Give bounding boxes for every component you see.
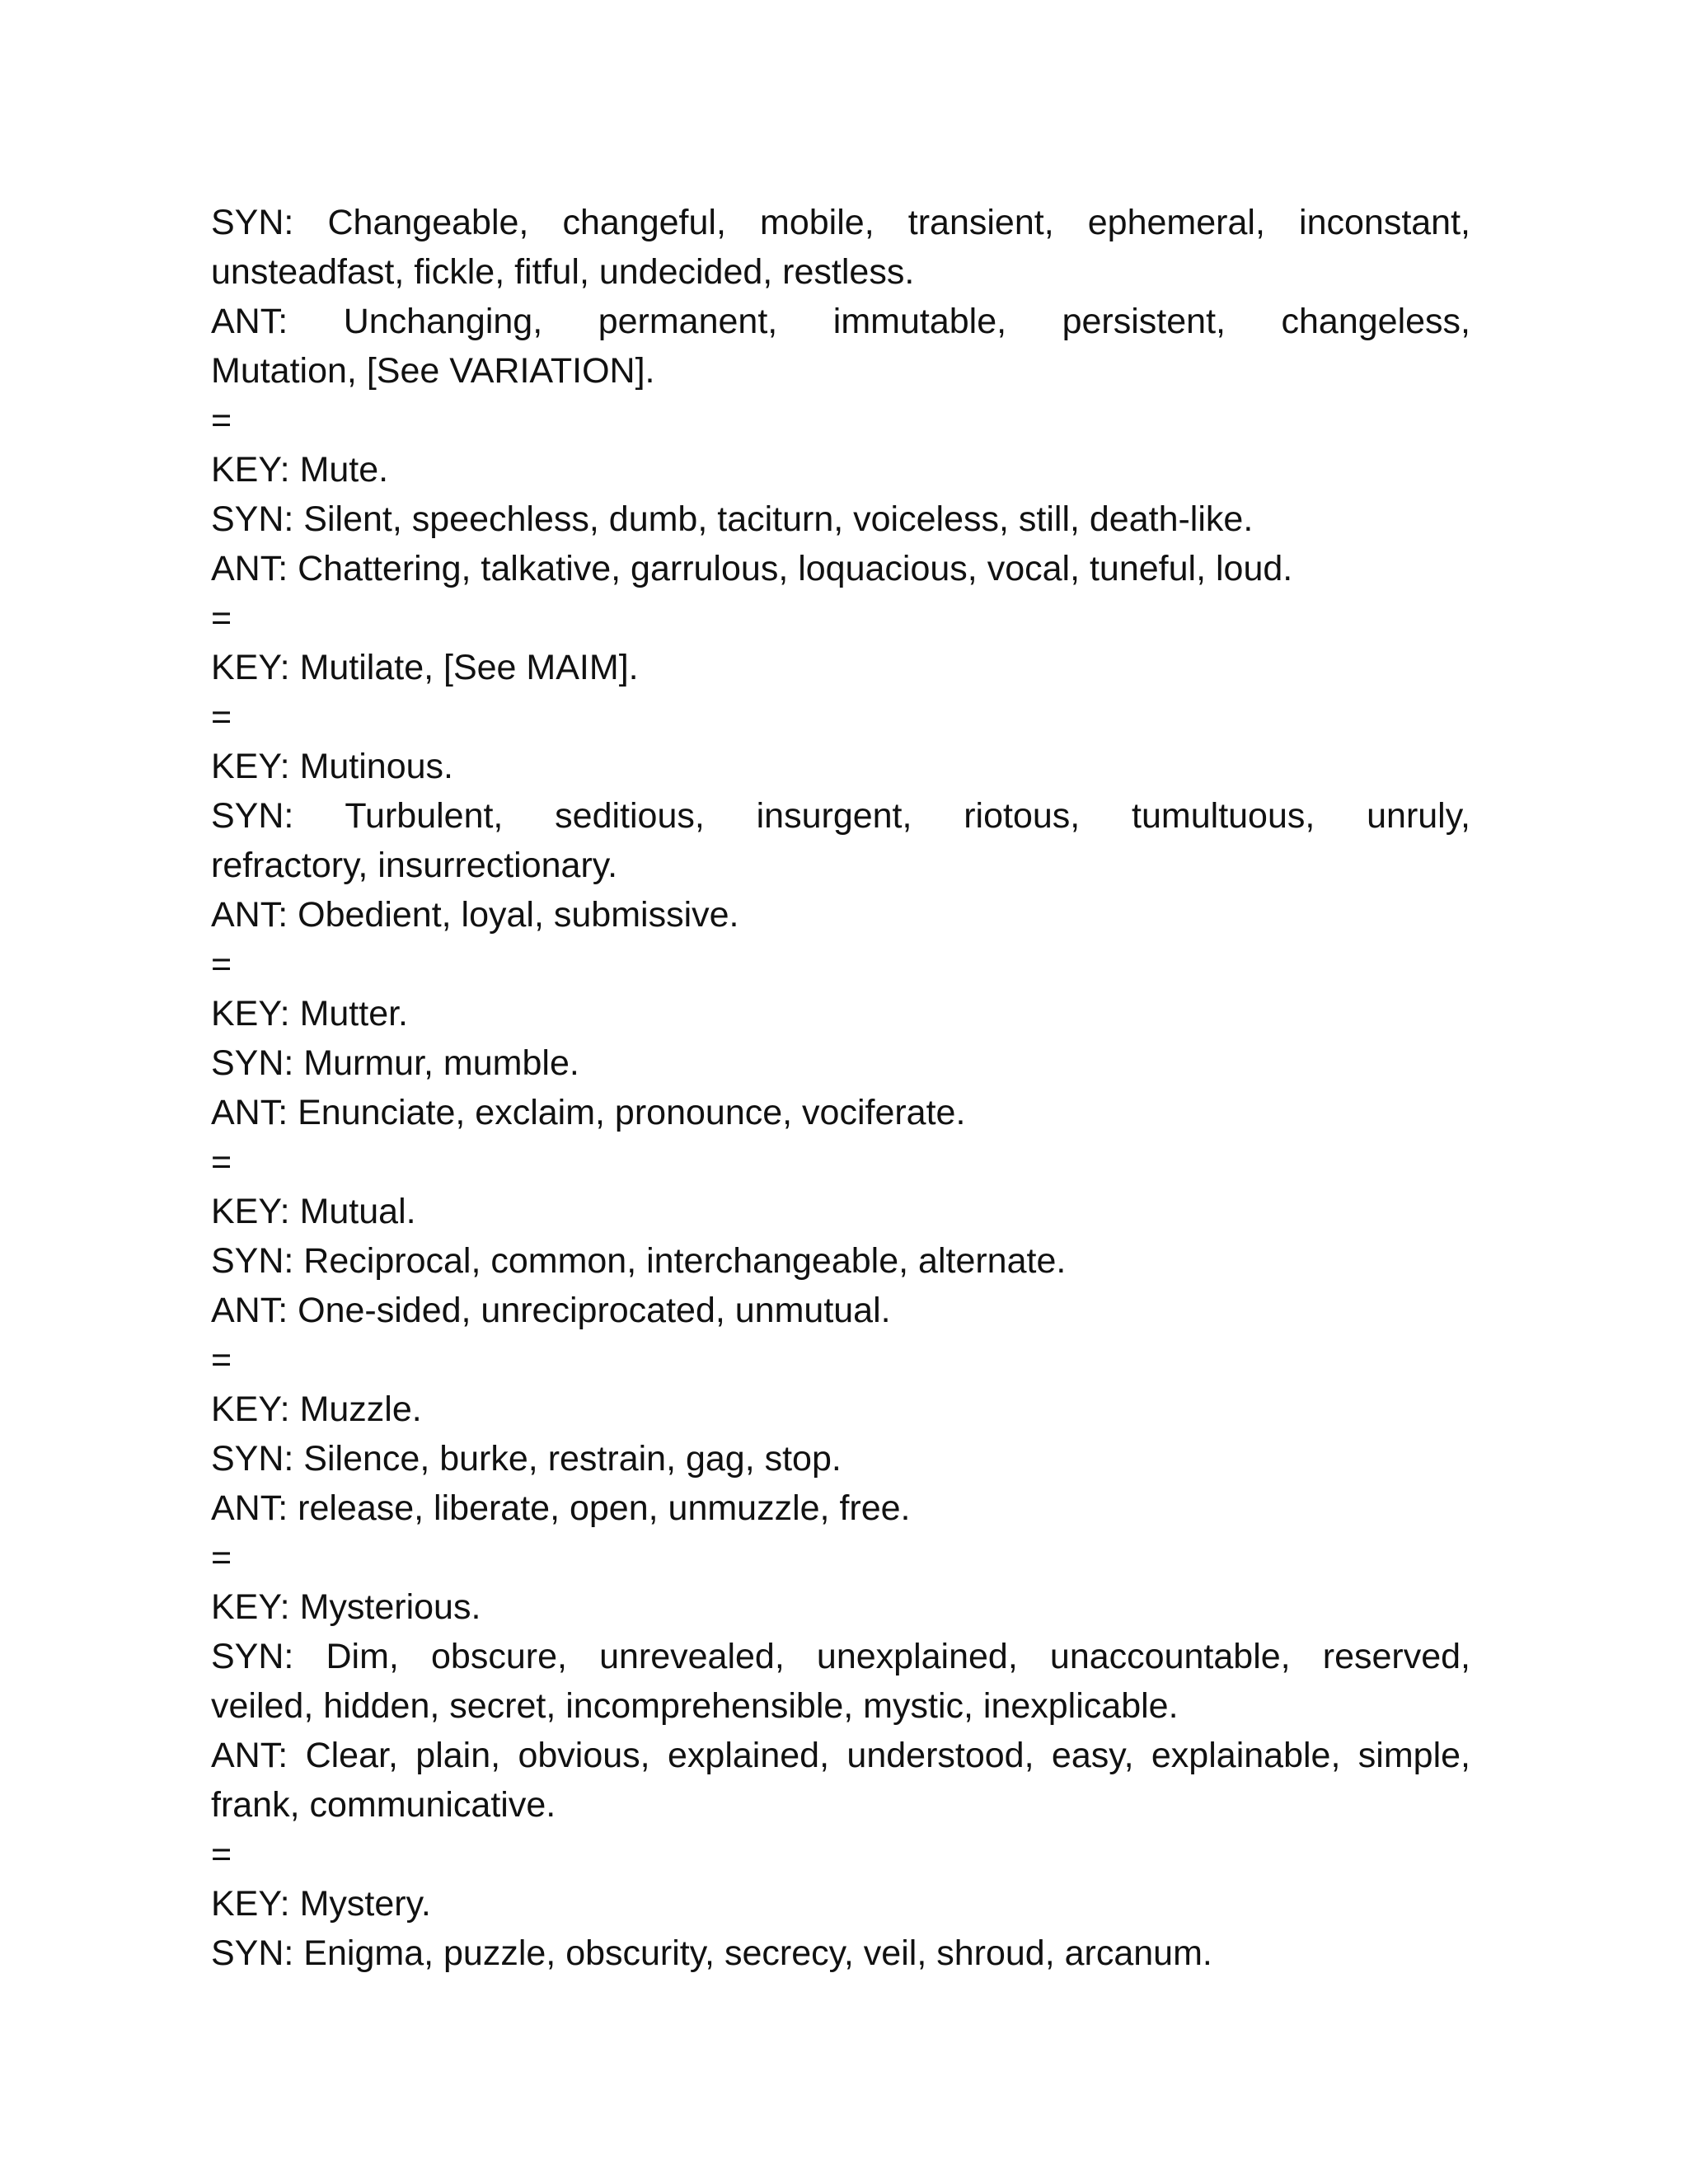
key-entry-line: KEY: Mute. xyxy=(211,450,389,490)
entry-separator: = xyxy=(211,401,232,440)
entry-separator: = xyxy=(211,1538,232,1577)
key-entry-line: KEY: Mutinous. xyxy=(211,747,453,786)
entry-separator: = xyxy=(211,697,232,737)
synonym-line: SYN: Reciprocal, common, interchangeable, alternate. xyxy=(211,1241,1067,1281)
synonym-line: SYN: Silent, speechless, dumb, taciturn, voiceless, still, death-like. xyxy=(211,499,1254,539)
antonym-line: ANT: Clear, plain, obvious, explained, understood, easy, explainable, simple, xyxy=(211,1736,1470,1775)
text-line: frank, communicative. xyxy=(211,1785,556,1825)
antonym-line: ANT: Obedient, loyal, submissive. xyxy=(211,895,739,935)
entry-separator: = xyxy=(211,944,232,984)
synonym-line: SYN: Murmur, mumble. xyxy=(211,1043,579,1083)
text-line: Mutation, [See VARIATION]. xyxy=(211,351,655,391)
key-entry-line: KEY: Mysterious. xyxy=(211,1587,481,1627)
synonym-line: SYN: Enigma, puzzle, obscurity, secrecy, veil, shroud, arcanum. xyxy=(211,1933,1212,1973)
key-entry-line: KEY: Mutter. xyxy=(211,994,408,1033)
synonym-line: SYN: Changeable, changeful, mobile, transient, ephemeral, inconstant, xyxy=(211,203,1470,242)
antonym-line: ANT: release, liberate, open, unmuzzle, free. xyxy=(211,1488,911,1528)
antonym-line: ANT: Chattering, talkative, garrulous, loquacious, vocal, tuneful, loud. xyxy=(211,549,1293,588)
synonym-line: SYN: Dim, obscure, unrevealed, unexplained, unaccountable, reserved, xyxy=(211,1637,1470,1676)
text-line: veiled, hidden, secret, incomprehensible, mystic, inexplicable. xyxy=(211,1686,1179,1726)
antonym-line: ANT: Enunciate, exclaim, pronounce, vociferate. xyxy=(211,1093,966,1132)
document-page xyxy=(211,198,1470,1978)
key-entry-line: KEY: Mutilate, [See MAIM]. xyxy=(211,648,639,687)
key-entry-line: KEY: Muzzle. xyxy=(211,1390,422,1429)
key-entry-line: KEY: Mystery. xyxy=(211,1884,431,1924)
antonym-line: ANT: Unchanging, permanent, immutable, persistent, changeless, xyxy=(211,302,1470,341)
key-entry-line: KEY: Mutual. xyxy=(211,1192,416,1231)
entry-separator: = xyxy=(211,1340,232,1380)
entry-separator: = xyxy=(211,598,232,638)
entry-separator: = xyxy=(211,1142,232,1182)
text-line: unsteadfast, fickle, fitful, undecided, restless. xyxy=(211,252,915,292)
synonym-line: SYN: Silence, burke, restrain, gag, stop. xyxy=(211,1439,842,1479)
entry-separator: = xyxy=(211,1835,232,1874)
antonym-line: ANT: One-sided, unreciprocated, unmutual. xyxy=(211,1291,891,1330)
synonym-line: SYN: Turbulent, seditious, insurgent, riotous, tumultuous, unruly, xyxy=(211,796,1470,836)
text-line: refractory, insurrectionary. xyxy=(211,846,618,885)
